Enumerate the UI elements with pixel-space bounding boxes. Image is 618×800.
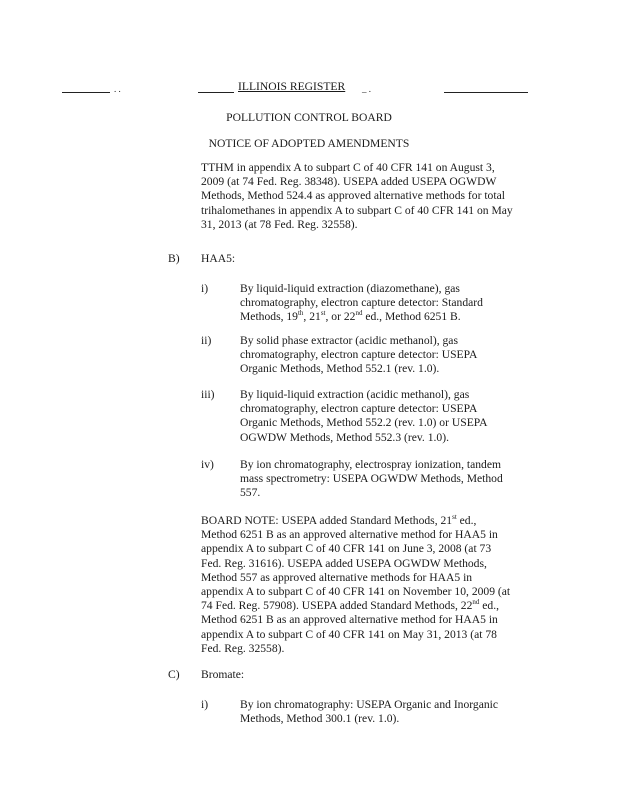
note-line: Fed. Reg. 31616). USEPA added USEPA OGWDW Methods, <box>201 556 487 570</box>
item-line: By ion chromatography: USEPA Organic and Inorganic <box>240 698 499 711</box>
intro-line: Methods, Method 524.4 as approved alternative methods for total <box>201 189 505 203</box>
intro-line: trihalomethanes in appendix A to subpart C of 40 CFR 141 on May <box>201 203 513 217</box>
note-line: BOARD NOTE: USEPA added Standard Methods, 21st ed., <box>201 513 477 527</box>
header-dots-right: _ . <box>362 84 371 94</box>
item-line: Organic Methods, Method 552.2 (rev. 1.0) or USEPA <box>240 416 488 430</box>
item-line: chromatography, electron capture detector: Standard <box>240 296 483 310</box>
register-title: ILLINOIS REGISTER <box>238 80 346 93</box>
item-line: Methods, Method 300.1 (rev. 1.0). <box>240 712 400 726</box>
item-line: Organic Methods, Method 552.1 (rev. 1.0). <box>240 362 440 376</box>
note-line: appendix A to subpart C of 40 CFR 141 on May 31, 2013 (at 78 <box>201 627 497 641</box>
item-line: OGWDW Methods, Method 552.3 (rev. 1.0). <box>240 430 449 444</box>
intro-paragraph <box>201 161 513 232</box>
note-line: Method 557 as approved alternative methods for HAA5 in <box>201 570 473 584</box>
section-b-label: B) <box>168 252 180 265</box>
item-text <box>240 698 498 726</box>
item-text <box>240 458 503 501</box>
section-c-label: C) <box>168 668 180 681</box>
item-line: By liquid-liquid extraction (acidic methanol), gas <box>240 388 470 401</box>
note-line: Method 6251 B as an approved alternative method for HAA5 in <box>201 528 498 542</box>
item-line: chromatography, electron capture detector: USEPA <box>240 402 478 416</box>
board-note <box>201 514 510 656</box>
intro-line: 31, 2013 (at 78 Fed. Reg. 32558). <box>201 217 358 231</box>
note-line: Fed. Reg. 32558). <box>201 641 285 655</box>
item-line: 557. <box>240 486 261 500</box>
item-label: iii) <box>201 388 215 401</box>
header-rule-mid-left <box>198 92 234 93</box>
header-dots-left: . . <box>114 84 121 94</box>
section-b-title: HAA5: <box>201 252 236 265</box>
item-text <box>240 282 483 325</box>
header-rule-left <box>62 92 110 93</box>
item-line: Methods, 19th, 21st, or 22nd ed., Method 6251 B. <box>240 309 461 324</box>
notice-title: NOTICE OF ADOPTED AMENDMENTS <box>208 137 410 150</box>
item-label: iv) <box>201 458 214 471</box>
item-text <box>240 388 488 445</box>
note-line: appendix A to subpart C of 40 CFR 141 on June 3, 2008 (at 73 <box>201 542 492 556</box>
header-rule-right <box>444 92 528 93</box>
item-text <box>240 334 477 377</box>
note-line: appendix A to subpart C of 40 CFR 141 on November 10, 2009 (at <box>201 585 511 599</box>
note-line: 74 Fed. Reg. 57908). USEPA added Standard Methods, 22nd ed., <box>201 598 500 613</box>
note-line: Method 6251 B as an approved alternative method for HAA5 in <box>201 613 498 627</box>
item-label: i) <box>201 282 209 295</box>
item-line: By solid phase extractor (acidic methanol), gas <box>240 334 458 347</box>
intro-line: TTHM in appendix A to subpart C of 40 CFR 141 on August 3, <box>201 161 495 174</box>
intro-line: 2009 (at 74 Fed. Reg. 38348). USEPA added USEPA OGWDW <box>201 175 497 189</box>
item-label: ii) <box>201 334 212 347</box>
board-title: POLLUTION CONTROL BOARD <box>226 111 392 124</box>
item-line: By liquid-liquid extraction (diazomethane), gas <box>240 282 460 295</box>
item-label: i) <box>201 698 209 711</box>
item-line: By ion chromatography, electrospray ionization, tandem <box>240 458 501 471</box>
section-c-title: Bromate: <box>201 668 245 681</box>
item-line: mass spectrometry: USEPA OGWDW Methods, Method <box>240 472 503 486</box>
item-line: chromatography, electron capture detector: USEPA <box>240 348 478 362</box>
